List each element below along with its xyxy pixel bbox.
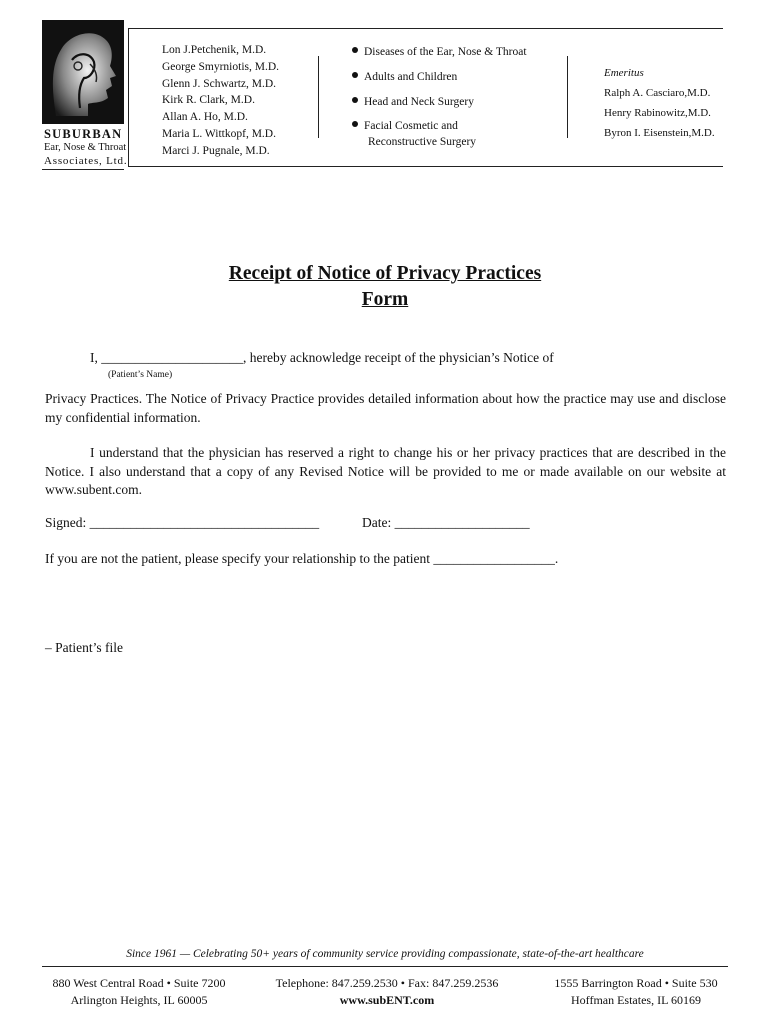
practice-logo bbox=[42, 20, 124, 124]
file-note: – Patient’s file bbox=[45, 640, 123, 655]
signature-field[interactable]: __________________________________ bbox=[89, 515, 320, 530]
specialty-item: Facial Cosmetic and bbox=[352, 120, 458, 132]
paragraph-understanding: I understand that the physician has reserved a right to change his or her privacy practices that are described in the Notice. I also understand that a copy of any Revised Notice will be provided to me or made available on our website at www.subent.com. bbox=[45, 445, 726, 497]
letterhead-divider bbox=[128, 28, 129, 166]
relationship-field[interactable]: __________________ bbox=[433, 551, 555, 566]
brand-subtitle: Ear, Nose & Throat bbox=[44, 142, 127, 153]
form-title-line2: Form bbox=[361, 289, 409, 310]
emeritus-name: Henry Rabinowitz,M.D. bbox=[604, 107, 711, 119]
emeritus-list bbox=[604, 63, 715, 143]
signature-line: Signed: __________________________________ bbox=[45, 515, 320, 530]
footer-phone: Telephone: 847.259.2530 • Fax: 847.259.2536 bbox=[275, 976, 499, 990]
bullet-icon bbox=[352, 121, 358, 127]
letterhead-divider bbox=[318, 56, 319, 138]
footer-website-link[interactable]: www.subENT.com bbox=[339, 993, 435, 1007]
physician-name: Glenn J. Schwartz, M.D. bbox=[162, 77, 277, 90]
footer-address-arlington: 880 West Central Road • Suite 7200 Arlington Heights, IL 60005 bbox=[52, 976, 226, 1007]
footer-tagline: Since 1961 — Celebrating 50+ years of community service providing compassionate, state-of-the-art healthcare bbox=[126, 948, 644, 960]
specialty-item: Head and Neck Surgery bbox=[352, 96, 474, 108]
brand-subtitle-company: Associates, Ltd. bbox=[44, 155, 128, 167]
letterhead-top-rule bbox=[128, 28, 723, 29]
physician-name: Lon J.Petchenik, M.D. bbox=[162, 44, 267, 56]
specialty-item-continued: Reconstructive Surgery bbox=[368, 136, 477, 148]
brand-name: SUBURBAN bbox=[44, 127, 123, 141]
form-title: Receipt of Notice of Privacy Practices bbox=[228, 263, 542, 284]
acknowledgement-line: I, _____________________, hereby acknowledge receipt of the physician’s Notice of bbox=[90, 350, 554, 365]
emeritus-name: Ralph A. Casciaro,M.D. bbox=[604, 87, 711, 99]
letterhead-bottom-rule bbox=[128, 166, 723, 167]
bullet-icon bbox=[352, 72, 358, 78]
physician-name: Allan A. Ho, M.D. bbox=[162, 111, 248, 124]
specialty-item: Diseases of the Ear, Nose & Throat bbox=[352, 46, 527, 58]
relationship-line: If you are not the patient, please specify your relationship to the patient __________________. bbox=[45, 551, 559, 566]
footer-rule bbox=[42, 966, 728, 967]
head-profile-logo-icon bbox=[42, 20, 124, 124]
physician-list bbox=[162, 42, 279, 160]
emeritus-name: Byron I. Eisenstein,M.D. bbox=[604, 127, 715, 139]
bullet-icon bbox=[352, 97, 358, 103]
emeritus-title: Emeritus bbox=[604, 67, 644, 79]
patient-name-field[interactable]: _____________________ bbox=[101, 350, 243, 365]
brand-underline bbox=[42, 169, 124, 170]
physician-name: George Smyrniotis, M.D. bbox=[162, 60, 280, 73]
footer-contact bbox=[262, 975, 512, 1009]
date-line: Date: ____________________ bbox=[362, 515, 530, 530]
physician-name: Maria L. Wittkopf, M.D. bbox=[162, 127, 276, 140]
physician-name: Marci J. Pugnale, M.D. bbox=[162, 144, 270, 157]
paragraph-privacy: Privacy Practices. The Notice of Privacy Practice provides detailed information about how the practice may use and disclose my confidential information. bbox=[45, 391, 726, 425]
specialty-item: Adults and Children bbox=[352, 71, 457, 83]
patient-name-label: (Patient’s Name) bbox=[108, 370, 173, 380]
footer-address-hoffman: 1555 Barrington Road • Suite 530 Hoffman Estates, IL 60169 bbox=[554, 976, 718, 1007]
physician-name: Kirk R. Clark, M.D. bbox=[162, 94, 255, 107]
bullet-icon bbox=[352, 47, 358, 53]
letterhead-divider bbox=[567, 56, 568, 138]
date-field[interactable]: ____________________ bbox=[394, 515, 530, 530]
